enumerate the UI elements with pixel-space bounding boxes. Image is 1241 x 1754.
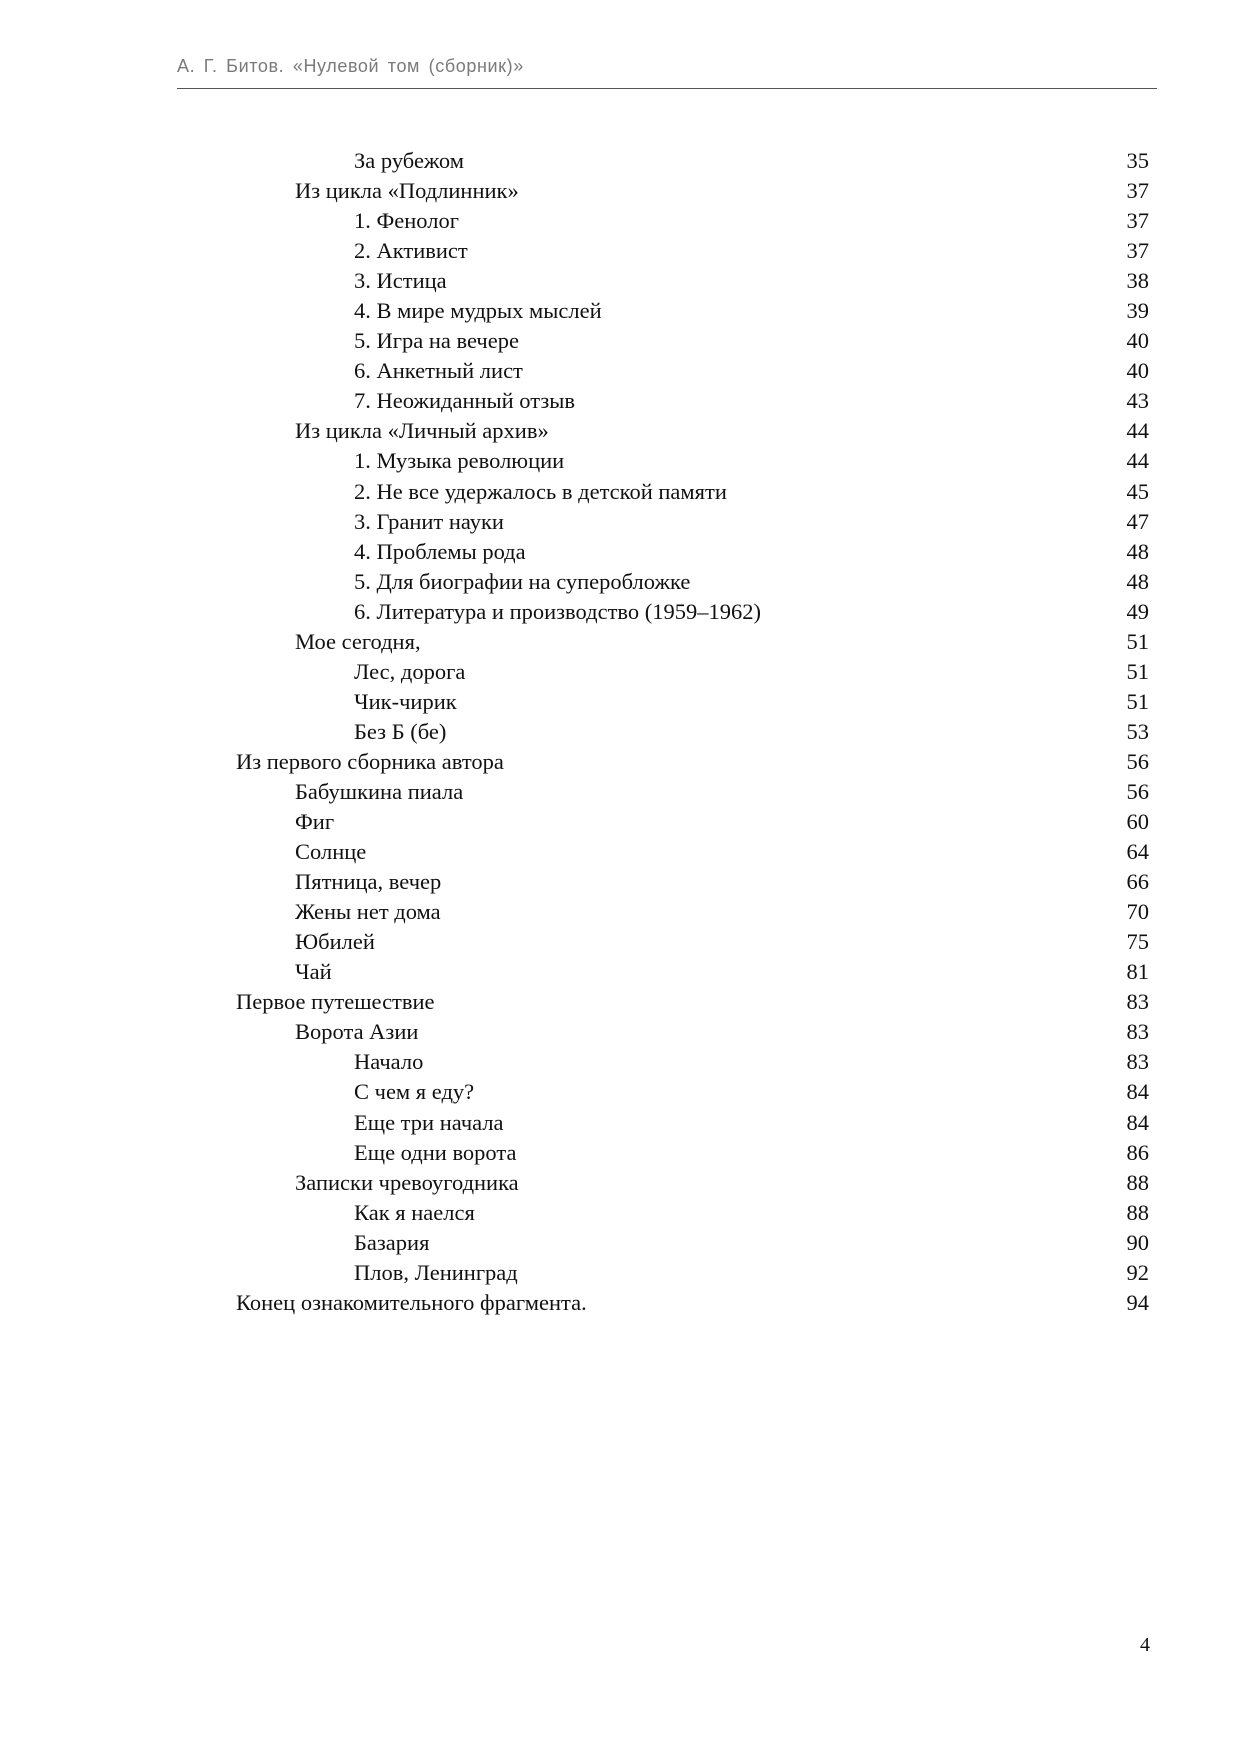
toc-entry-title: За рубежом <box>354 148 464 173</box>
toc-entry <box>0 1047 1241 1077</box>
toc-entry <box>0 477 1241 507</box>
toc-entry-title: Без Б (бе) <box>354 718 447 744</box>
toc-entry-page: 48 <box>1126 568 1149 594</box>
toc-entry-title: Как я наелся <box>354 1199 475 1225</box>
toc-entry <box>0 657 1241 687</box>
toc-entry-page: 35 <box>1126 148 1149 173</box>
toc-entry <box>0 416 1241 446</box>
toc-entry-page: 86 <box>1126 1139 1149 1165</box>
toc-entry-page: 37 <box>1126 238 1149 264</box>
toc-entry-title: Плов, Ленинград <box>354 1259 518 1285</box>
toc-entry-title: 6. Литература и производство (1959–1962) <box>354 598 761 624</box>
toc-entry <box>0 326 1241 356</box>
toc-entry-page: 83 <box>1126 1019 1149 1045</box>
toc-entry-title: 5. Игра на вечере <box>354 328 519 354</box>
running-header: А. Г. Битов. «Нулевой том (сборник)» <box>177 56 524 76</box>
toc-entry-page: 81 <box>1126 959 1149 985</box>
toc-entry-page: 51 <box>1126 688 1149 714</box>
toc-entry-title: 6. Анкетный лист <box>354 358 523 384</box>
toc-entry-title: С чем я еду? <box>354 1079 475 1105</box>
toc-entry-page: 40 <box>1126 358 1149 384</box>
toc-entry-page: 49 <box>1126 598 1149 624</box>
toc-entry-title: 2. Не все удержалось в детской памяти <box>354 478 727 504</box>
toc-entry-page: 94 <box>1126 1289 1149 1315</box>
toc-entry-title: Чай <box>295 959 332 985</box>
toc-entry-title: Базария <box>354 1229 430 1255</box>
toc-entry <box>0 1017 1241 1047</box>
toc-entry <box>0 777 1241 807</box>
toc-entry-title: Мое сегодня, <box>295 628 421 654</box>
toc-entry-title: 4. В мире мудрых мыслей <box>354 298 602 324</box>
toc-entry-page: 39 <box>1126 298 1149 324</box>
toc-entry-page: 40 <box>1126 328 1149 354</box>
toc-entry <box>0 627 1241 657</box>
toc-entry-title: 1. Фенолог <box>354 208 459 234</box>
toc-entry-page: 88 <box>1126 1169 1149 1195</box>
toc-entry-title: 5. Для биографии на суперобложке <box>354 568 691 594</box>
toc-entry-title: Конец ознакомительного фрагмента. <box>236 1289 587 1315</box>
toc-entry-title: Ворота Азии <box>295 1019 419 1045</box>
toc-entry-page: 47 <box>1126 508 1149 534</box>
toc-entry-title: 3. Истица <box>354 268 447 294</box>
toc-entry-title: Юбилей <box>295 929 375 955</box>
toc-entry-title: 2. Активист <box>354 238 468 264</box>
toc-entry-page: 48 <box>1126 538 1149 564</box>
toc-entry <box>0 1077 1241 1107</box>
toc-entry <box>0 296 1241 326</box>
toc-entry <box>0 1168 1241 1198</box>
toc-entry-title: 1. Музыка революции <box>354 448 565 474</box>
toc-entry-page: 51 <box>1126 658 1149 684</box>
toc-entry-title: Фиг <box>295 809 335 835</box>
toc-entry <box>0 236 1241 266</box>
toc-entry <box>0 386 1241 416</box>
toc-entry-title: Жены нет дома <box>295 899 441 925</box>
toc-entry-title: Лес, дорога <box>354 658 466 684</box>
table-of-contents <box>0 146 1241 1318</box>
toc-entry <box>0 1228 1241 1258</box>
toc-entry <box>0 446 1241 476</box>
toc-entry-title: 4. Проблемы рода <box>354 538 526 564</box>
toc-entry-page: 90 <box>1126 1229 1149 1255</box>
toc-entry <box>0 1288 1241 1318</box>
toc-entry <box>0 266 1241 296</box>
toc-entry-page: 45 <box>1126 478 1149 504</box>
toc-entry <box>0 507 1241 537</box>
toc-entry <box>0 807 1241 837</box>
toc-entry <box>0 176 1241 206</box>
toc-entry <box>0 747 1241 777</box>
toc-entry-title: Чик-чирик <box>354 688 457 714</box>
toc-entry-page: 38 <box>1126 268 1149 294</box>
toc-entry-title: Начало <box>354 1049 424 1075</box>
toc-entry-page: 64 <box>1126 839 1149 865</box>
toc-entry-title: 7. Неожиданный отзыв <box>354 388 576 414</box>
toc-entry <box>0 567 1241 597</box>
toc-entry-page: 66 <box>1126 869 1149 895</box>
toc-entry-page: 60 <box>1126 809 1149 835</box>
toc-entry <box>0 1198 1241 1228</box>
toc-entry <box>0 957 1241 987</box>
toc-entry <box>0 867 1241 897</box>
toc-entry <box>0 1108 1241 1138</box>
toc-entry <box>0 897 1241 927</box>
toc-entry-title: Солнце <box>295 839 367 865</box>
toc-entry-page: 83 <box>1126 1049 1149 1075</box>
toc-entry-page: 37 <box>1126 178 1149 204</box>
toc-entry-page: 56 <box>1126 778 1149 804</box>
toc-entry-page: 53 <box>1126 718 1149 744</box>
toc-entry-title: 3. Гранит науки <box>354 508 504 534</box>
toc-entry-title: Еще одни ворота <box>354 1139 517 1165</box>
toc-entry <box>0 927 1241 957</box>
toc-entry <box>0 717 1241 747</box>
toc-entry-page: 43 <box>1126 388 1149 414</box>
toc-entry-page: 88 <box>1126 1199 1149 1225</box>
toc-entry-title: Из цикла «Подлинник» <box>295 178 519 204</box>
header-divider <box>177 88 1157 89</box>
toc-entry <box>0 597 1241 627</box>
toc-entry <box>0 146 1241 176</box>
toc-entry-title: Записки чревоугодника <box>295 1169 519 1195</box>
toc-entry <box>0 987 1241 1017</box>
toc-entry-title: Еще три начала <box>354 1109 504 1135</box>
toc-entry-page: 70 <box>1126 899 1149 925</box>
toc-entry-page: 56 <box>1126 748 1149 774</box>
toc-entry <box>0 1138 1241 1168</box>
toc-entry-page: 92 <box>1126 1259 1149 1285</box>
toc-entry-page: 84 <box>1126 1079 1149 1105</box>
toc-entry-title: Из первого сборника автора <box>236 748 504 774</box>
page-number: 4 <box>1140 1634 1150 1656</box>
toc-entry <box>0 537 1241 567</box>
toc-entry <box>0 687 1241 717</box>
toc-entry <box>0 837 1241 867</box>
toc-entry-page: 84 <box>1126 1109 1149 1135</box>
toc-entry-page: 83 <box>1126 989 1149 1015</box>
toc-entry-page: 44 <box>1126 448 1149 474</box>
toc-entry-title: Бабушкина пиала <box>295 778 464 804</box>
toc-entry-title: Из цикла «Личный архив» <box>295 418 549 444</box>
toc-entry-title: Первое путешествие <box>236 989 435 1015</box>
toc-entry-page: 75 <box>1126 929 1149 955</box>
toc-entry <box>0 1258 1241 1288</box>
toc-entry-page: 44 <box>1126 418 1149 444</box>
toc-entry-title: Пятница, вечер <box>295 869 442 895</box>
toc-entry <box>0 206 1241 236</box>
toc-entry <box>0 356 1241 386</box>
toc-entry-page: 37 <box>1126 208 1149 234</box>
toc-entry-page: 51 <box>1126 628 1149 654</box>
